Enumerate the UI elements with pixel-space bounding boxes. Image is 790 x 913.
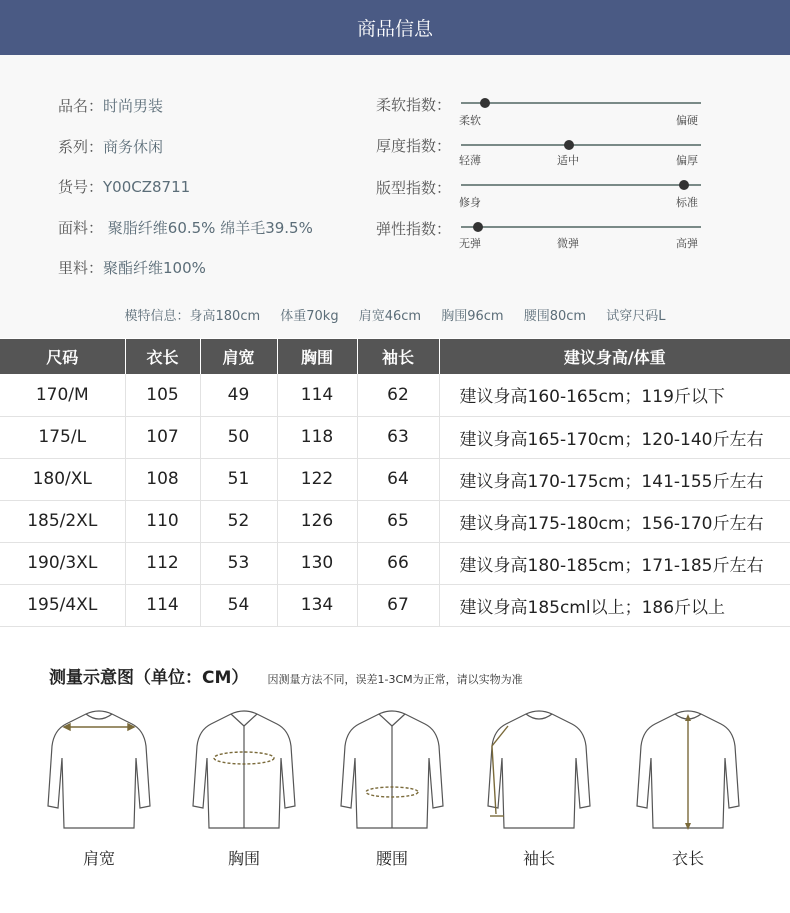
softness-label: 柔软指数：: [376, 96, 452, 114]
spec-sku: 货号：Y00CZ8711: [58, 178, 191, 196]
softness-track: [461, 102, 701, 104]
table-row: [0, 500, 790, 542]
shirt-sleeve-icon: [484, 706, 594, 836]
table-row: [0, 542, 790, 584]
cell-sleeve: 62: [357, 374, 439, 416]
header-length: 衣长: [125, 339, 200, 374]
cell-size: 195/4XL: [0, 584, 125, 626]
cell-shoulder: 51: [200, 458, 277, 500]
cell-length: 107: [125, 416, 200, 458]
cell-length: 114: [125, 584, 200, 626]
cell-shoulder: 53: [200, 542, 277, 584]
model-shoulder: 肩宽46cm: [358, 309, 422, 324]
table-row: [0, 374, 790, 416]
shirt-shoulder-icon: [44, 706, 154, 836]
model-info: [0, 305, 790, 324]
cell-sleeve: 66: [357, 542, 439, 584]
header-shoulder: 肩宽: [200, 339, 277, 374]
cell-shoulder: 54: [200, 584, 277, 626]
shirt-waist-icon: [337, 706, 447, 836]
elasticity-tick-low: 无弹: [459, 237, 481, 250]
cell-sleeve: 67: [357, 584, 439, 626]
label-waist: 腰围: [375, 849, 408, 868]
table-row: [0, 584, 790, 626]
label-length: 衣长: [671, 849, 704, 868]
cell-recommend: 建议身高185cml以上；186斤以上: [439, 584, 790, 626]
cell-chest: 118: [277, 416, 357, 458]
cell-size: 170/M: [0, 374, 125, 416]
model-weight: 体重70kg: [280, 309, 339, 324]
section-header: [0, 0, 790, 55]
fit-tick-high: 标准: [676, 196, 698, 209]
cell-chest: 126: [277, 500, 357, 542]
cell-recommend: 建议身高175-180cm；156-170斤左右: [439, 500, 790, 542]
elasticity-indicator: [473, 222, 483, 232]
thickness-label: 厚度指数：: [376, 137, 452, 155]
label-sleeve: 袖长: [522, 849, 555, 868]
measure-title: 测量示意图（单位：CM）: [49, 668, 249, 688]
cell-shoulder: 50: [200, 416, 277, 458]
cell-shoulder: 49: [200, 374, 277, 416]
elasticity-tick-high: 高弹: [676, 237, 698, 250]
measure-note: 因测量方法不同，误差1-3CM为正常，请以实物为准: [267, 673, 523, 686]
header-recommend: 建议身高/体重: [439, 339, 790, 374]
measure-heading: [49, 663, 523, 688]
cell-recommend: 建议身高180-185cm；171-185斤左右: [439, 542, 790, 584]
cell-sleeve: 64: [357, 458, 439, 500]
header-size: 尺码: [0, 339, 125, 374]
spec-name: 品名：时尚男装: [58, 97, 164, 115]
cell-sleeve: 65: [357, 500, 439, 542]
elasticity-track: [461, 226, 701, 228]
header-sleeve: 袖长: [357, 339, 439, 374]
cell-length: 112: [125, 542, 200, 584]
cell-recommend: 建议身高160-165cm；119斤以下: [439, 374, 790, 416]
model-chest: 胸围96cm: [441, 309, 504, 324]
cell-size: 185/2XL: [0, 500, 125, 542]
label-shoulder: 肩宽: [82, 849, 115, 868]
shirt-chest-icon: [189, 706, 299, 836]
cell-chest: 122: [277, 458, 357, 500]
model-size: 试穿尺码L: [606, 309, 666, 324]
size-table-header: [0, 339, 790, 374]
product-info-panel: [0, 55, 790, 338]
cell-chest: 134: [277, 584, 357, 626]
elasticity-tick-mid: 微弹: [557, 237, 579, 250]
cell-size: 175/L: [0, 416, 125, 458]
fit-label: 版型指数：: [376, 179, 452, 197]
shirt-length-icon: [633, 706, 743, 836]
softness-tick-high: 偏硬: [676, 114, 698, 127]
cell-sleeve: 63: [357, 416, 439, 458]
cell-recommend: 建议身高170-175cm；141-155斤左右: [439, 458, 790, 500]
thickness-indicator: [564, 140, 574, 150]
cell-size: 180/XL: [0, 458, 125, 500]
model-height: 模特信息：身高180cm: [124, 309, 261, 324]
cell-shoulder: 52: [200, 500, 277, 542]
fit-tick-low: 修身: [459, 196, 481, 209]
cell-chest: 114: [277, 374, 357, 416]
thickness-track: [461, 144, 701, 146]
cell-recommend: 建议身高165-170cm；120-140斤左右: [439, 416, 790, 458]
thickness-tick-low: 轻薄: [459, 154, 481, 167]
spec-lining: 里料：聚酯纤维100%: [58, 259, 206, 277]
table-row: [0, 416, 790, 458]
size-table: [0, 339, 790, 627]
section-title: 商品信息: [356, 18, 433, 40]
cell-chest: 130: [277, 542, 357, 584]
cell-size: 190/3XL: [0, 542, 125, 584]
cell-length: 110: [125, 500, 200, 542]
softness-tick-low: 柔软: [459, 114, 481, 127]
fit-track: [461, 184, 701, 186]
spec-fabric: 面料： 聚脂纤维60.5% 绵羊毛39.5%: [58, 219, 313, 237]
table-row: [0, 458, 790, 500]
model-waist: 腰围80cm: [523, 309, 587, 324]
label-chest: 胸围: [227, 849, 260, 868]
cell-length: 108: [125, 458, 200, 500]
spec-series: 系列：商务休闲: [58, 138, 164, 156]
elasticity-label: 弹性指数：: [376, 220, 452, 238]
cell-length: 105: [125, 374, 200, 416]
softness-indicator: [480, 98, 490, 108]
header-chest: 胸围: [277, 339, 357, 374]
fit-indicator: [679, 180, 689, 190]
thickness-tick-high: 偏厚: [676, 154, 698, 167]
thickness-tick-mid: 适中: [557, 154, 579, 167]
